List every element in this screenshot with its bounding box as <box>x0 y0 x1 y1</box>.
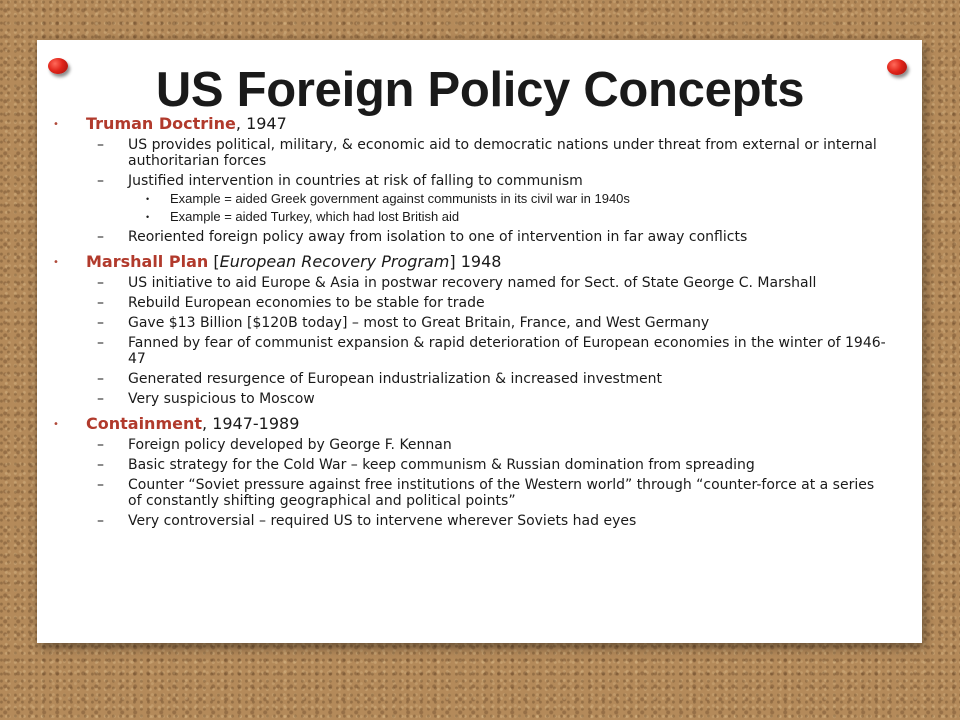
section-heading-suffix: , 1947-1989 <box>202 414 300 433</box>
list-item-text: Very suspicious to Moscow <box>128 391 315 407</box>
list-item-text: Fanned by fear of communist expansion & rapid deterioration of European economies in the winter of 1946-47 <box>128 335 886 367</box>
list-item-text: Rebuild European economies to be stable for trade <box>128 295 485 311</box>
list-item: – Justified intervention in countries at risk of falling to communism <box>97 173 583 189</box>
slide-title: US Foreign Policy Concepts <box>155 63 805 117</box>
bullet-icon: • <box>53 119 59 130</box>
list-item: – Basic strategy for the Cold War – keep communism & Russian domination from spreading <box>97 457 755 473</box>
list-item: – Fanned by fear of communist expansion & rapid deterioration of European economies in the winter of 1946-47 <box>97 335 886 367</box>
slide-content <box>50 114 890 529</box>
list-item: – Counter “Soviet pressure against free institutions of the Western world” through “counter-force at a series of constantly shifting geographical and political points” <box>97 477 875 509</box>
sub-list-item <box>50 191 890 207</box>
list-item-text: Foreign policy developed by George F. Kennan <box>128 437 452 453</box>
section-truman-doctrine <box>50 114 890 133</box>
list-item-text: Reoriented foreign policy away from isolation to one of intervention in far away conflicts <box>128 229 748 245</box>
list-item-text: Generated resurgence of European industrialization & increased investment <box>128 371 662 387</box>
bullet-icon: • <box>146 212 150 222</box>
list-item: – Gave $13 Billion [$120B today] – most to Great Britain, France, and West Germany <box>97 315 710 331</box>
sub-list-item-text: Example = aided Turkey, which had lost British aid <box>170 209 460 224</box>
sub-list-item-text: Example = aided Greek government against communists in its civil war in 1940s <box>170 191 630 206</box>
bullet-icon: • <box>53 257 59 268</box>
list-item-text: US provides political, military, & economic aid to democratic nations under threat from external or internal authoritarian forces <box>128 137 877 169</box>
list-item-text: Counter “Soviet pressure against free institutions of the Western world” through “counter-force at a series of constantly shifting geographical and political points” <box>128 477 875 509</box>
section-heading-suffix: ] 1948 <box>449 252 502 271</box>
list-item: – Very controversial – required US to intervene wherever Soviets had eyes <box>97 513 637 529</box>
list-item: – Reoriented foreign policy away from isolation to one of intervention in far away conflicts <box>97 229 748 245</box>
list-item-text: Gave $13 Billion [$120B today] – most to Great Britain, France, and West Germany <box>128 315 710 331</box>
section-heading: Truman Doctrine <box>86 114 236 133</box>
bullet-icon: • <box>53 419 59 430</box>
section-heading: Marshall Plan <box>86 252 209 271</box>
list-item: – Foreign policy developed by George F. Kennan <box>97 437 452 453</box>
section-heading-italic: European Recovery Program <box>219 252 450 271</box>
list-item: – Generated resurgence of European industrialization & increased investment <box>97 371 662 387</box>
section-heading-prefix: [ <box>208 252 220 271</box>
sub-list-item <box>50 209 890 225</box>
section-heading-suffix: , 1947 <box>235 114 287 133</box>
list-item: – Rebuild European economies to be stable for trade <box>97 295 485 311</box>
section-heading: Containment <box>86 414 203 433</box>
list-item-text: Very controversial – required US to intervene wherever Soviets had eyes <box>128 513 637 529</box>
bullet-icon: • <box>146 194 150 204</box>
list-item-text: US initiative to aid Europe & Asia in postwar recovery named for Sect. of State George C. Marshall <box>128 275 817 291</box>
list-item: – Very suspicious to Moscow <box>97 391 315 407</box>
list-item-text: Basic strategy for the Cold War – keep communism & Russian domination from spreading <box>128 457 755 473</box>
section-containment <box>50 414 890 433</box>
list-item: – US provides political, military, & economic aid to democratic nations under threat from external or internal authoritarian forces <box>97 137 877 169</box>
list-item: – US initiative to aid Europe & Asia in postwar recovery named for Sect. of State George C. Marshall <box>97 275 817 291</box>
list-item-text: Justified intervention in countries at risk of falling to communism <box>128 173 583 189</box>
section-marshall-plan <box>50 252 890 271</box>
